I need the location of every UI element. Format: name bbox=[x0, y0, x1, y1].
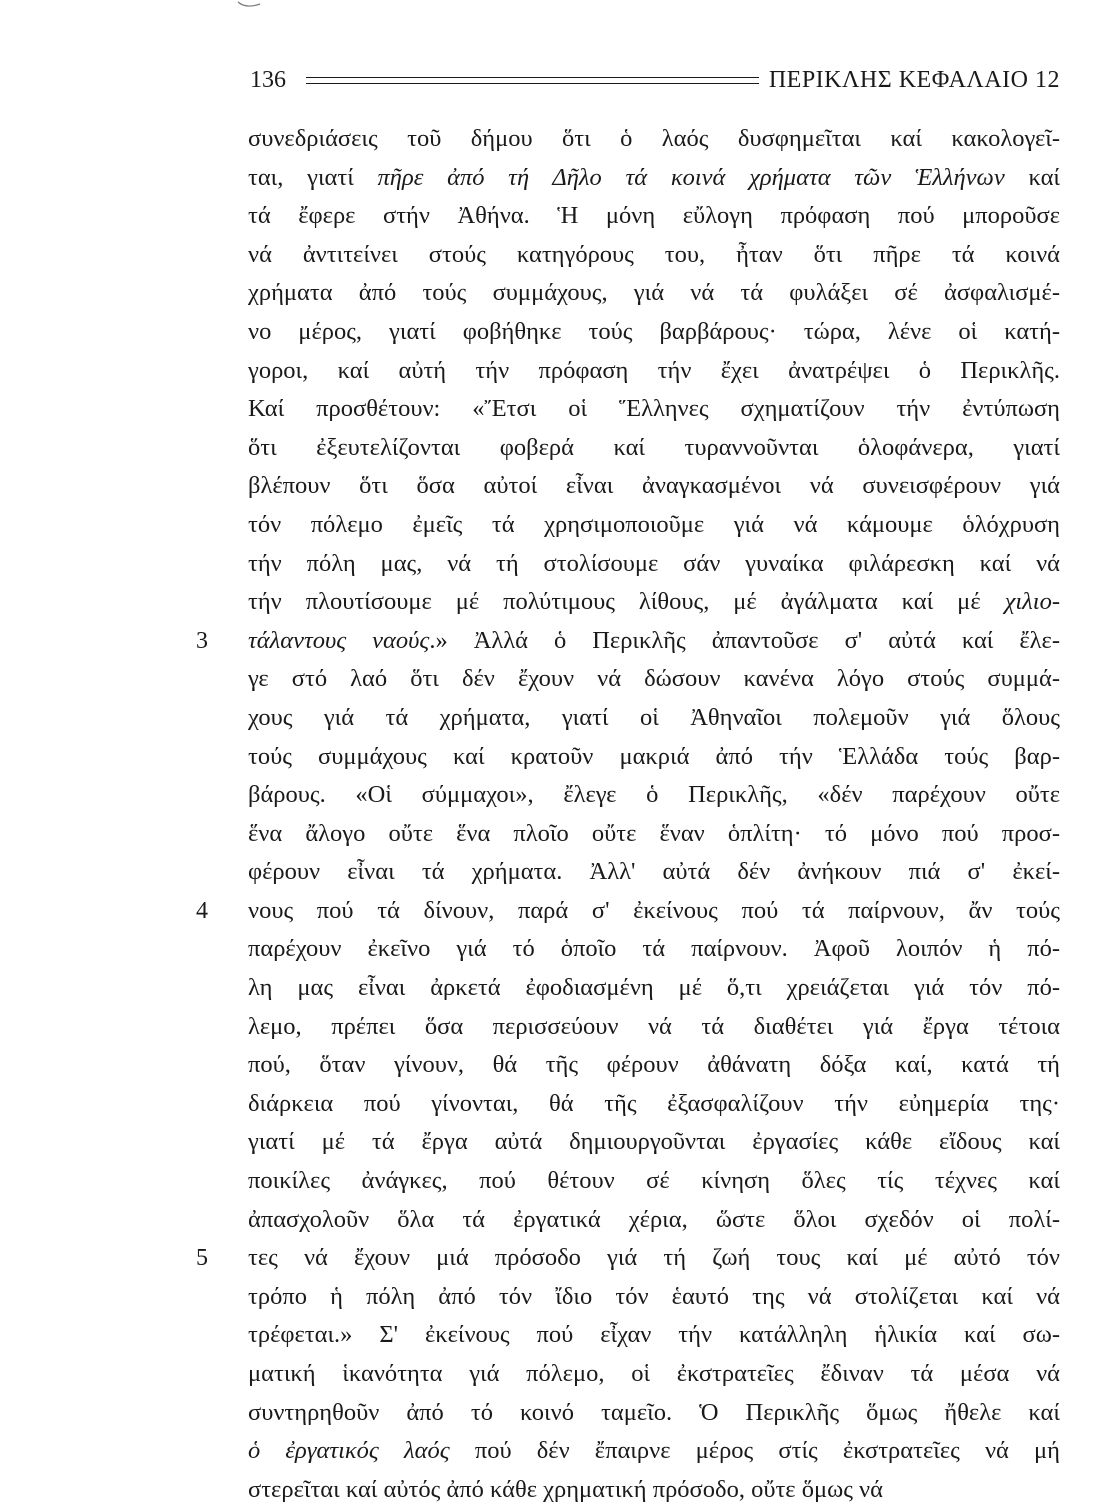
text-segment: πού, ὅταν γίνουν, θά τῆς φέρουν ἀθάνατη δόξα καί, κατά τή bbox=[248, 1051, 1060, 1079]
margin-section-number: 3 bbox=[196, 627, 208, 654]
text-line bbox=[248, 892, 1060, 931]
text-segment: ὅτι ἐξευτελίζονται φοβερά καί τυραννοῦνται ὁλοφάνερα, γιατί bbox=[248, 433, 1060, 461]
text-segment: τήν πλουτίσουμε μέ πολύτιμους λίθους, μέ ἀγάλματα καί μέ bbox=[248, 588, 1005, 616]
margin-section-number: 4 bbox=[196, 898, 208, 924]
text-segment: ται, γιατί bbox=[248, 163, 378, 191]
text-line bbox=[248, 545, 1060, 584]
text-segment: καί bbox=[1004, 163, 1061, 191]
text-line bbox=[248, 429, 1060, 468]
running-title: ΠΕΡΙΚΛΗΣ ΚΕΦΑΛΑΙΟ 12 bbox=[768, 66, 1060, 93]
italic-text: τάλαντους ναούς bbox=[248, 626, 430, 654]
text-segment: λη μας εἶναι ἀρκετά ἐφοδιασμένη μέ ὅ,τι χρειάζεται γιά τόν πό- bbox=[248, 974, 1060, 1002]
text-line bbox=[248, 815, 1060, 854]
text-segment: γε στό λαό ὅτι δέν ἔχουν νά δώσουν κανένα λόγο στούς συμμά- bbox=[248, 665, 1060, 693]
text-line bbox=[248, 1432, 1060, 1471]
text-segment: ματική ἱκανότητα γιά πόλεμο, οἱ ἐκστρατεῖες ἔδιναν τά μέσα νά bbox=[248, 1360, 1060, 1387]
text-line bbox=[248, 159, 1060, 198]
text-line bbox=[248, 1123, 1060, 1162]
text-line bbox=[248, 930, 1060, 969]
header-rule bbox=[306, 77, 759, 84]
text-segment: νά ἀντιτείνει στούς κατηγόρους του, ἦταν ὅτι πῆρε τά κοινά bbox=[248, 240, 1060, 268]
text-line bbox=[248, 1085, 1060, 1124]
text-segment: γιατί μέ τά ἔργα αὐτά δημιουργοῦνται ἐργασίες κάθε εἴδους καί bbox=[248, 1128, 1060, 1156]
text-line bbox=[248, 236, 1060, 275]
text-segment: συντηρηθοῦν ἀπό τό κοινό ταμεῖο. Ὁ Περικλῆς ὅμως ἤθελε καί bbox=[248, 1398, 1060, 1426]
text-segment: Καί προσθέτουν: «Ἔτσι οἱ Ἕλληνες σχηματίζουν τήν ἐντύπωση bbox=[248, 395, 1060, 423]
text-line bbox=[248, 390, 1060, 429]
text-segment: νους πού τά δίνουν, παρά σ' ἐκείνους πού τά παίρνουν, ἄν τούς bbox=[248, 896, 1060, 924]
text-line bbox=[248, 1278, 1060, 1317]
text-line bbox=[248, 120, 1060, 159]
text-segment: παρέχουν ἐκεῖνο γιά τό ὁποῖο τά παίρνουν. Ἀφοῦ λοιπόν ἡ πό- bbox=[248, 935, 1060, 963]
text-segment: τόν πόλεμο ἐμεῖς τά χρησιμοποιοῦμε γιά νά κάμουμε ὁλόχρυση bbox=[248, 510, 1060, 538]
text-segment: διάρκεια πού γίνονται, θά τῆς ἐξασφαλίζουν τήν εὐημερία της· bbox=[248, 1089, 1060, 1117]
scan-mark bbox=[236, 0, 262, 10]
body-text bbox=[248, 120, 1060, 1509]
text-segment: ἀπασχολοῦν ὅλα τά ἐργατικά χέρια, ὥστε ὅλοι σχεδόν οἱ πολί- bbox=[248, 1205, 1060, 1233]
text-line bbox=[248, 1008, 1060, 1047]
text-line bbox=[248, 583, 1060, 622]
text-segment: τες νά ἔχουν μιά πρόσοδο γιά τή ζωή τους καί μέ αὐτό τόν bbox=[248, 1244, 1060, 1272]
text-line bbox=[248, 853, 1060, 892]
text-line bbox=[248, 1201, 1060, 1240]
text-line bbox=[248, 738, 1060, 777]
text-line bbox=[248, 699, 1060, 738]
text-segment: τά ἔφερε στήν Ἀθήνα. Ἡ μόνη εὔλογη πρόφαση πού μποροῦσε bbox=[248, 202, 1060, 230]
text-line bbox=[248, 1355, 1060, 1394]
text-segment: .» Ἀλλά ὁ Περικλῆς ἀπαντοῦσε σ' αὐτά καί ἔλε- bbox=[429, 626, 1060, 654]
text-segment: τήν πόλη μας, νά τή στολίσουμε σάν γυναίκα φιλάρεσκη καί νά bbox=[248, 549, 1060, 577]
italic-text: πῆρε ἀπό τή Δῆλο τά κοινά χρήματα τῶν Ἑλλήνων bbox=[377, 163, 1005, 191]
text-line bbox=[248, 776, 1060, 815]
text-line bbox=[248, 1394, 1060, 1433]
text-line bbox=[248, 274, 1060, 313]
text-line bbox=[248, 969, 1060, 1008]
text-segment: τρόπο ἡ πόλη ἀπό τόν ἴδιο τόν ἑαυτό της νά στολίζεται καί νά bbox=[248, 1282, 1060, 1310]
page-number: 136 bbox=[250, 66, 286, 93]
text-line bbox=[248, 622, 1060, 661]
text-segment: τρέφεται.» Σ' ἐκείνους πού εἶχαν τήν κατάλληλη ἡλικία καί σω- bbox=[248, 1321, 1060, 1349]
italic-text: ὁ ἐργατικός λαός bbox=[248, 1437, 450, 1465]
text-line bbox=[248, 1471, 1060, 1509]
text-line bbox=[248, 352, 1060, 391]
text-segment: βάρους. «Οἱ σύμμαχοι», ἔλεγε ὁ Περικλῆς, «δέν παρέχουν οὔτε bbox=[248, 781, 1060, 809]
text-segment: βλέπουν ὅτι ὅσα αὐτοί εἶναι ἀναγκασμένοι νά συνεισφέρουν γιά bbox=[248, 472, 1060, 500]
text-line bbox=[248, 1316, 1060, 1355]
text-segment: χρήματα ἀπό τούς συμμάχους, γιά νά τά φυλάξει σέ ἀσφαλισμέ- bbox=[248, 279, 1060, 307]
text-segment: πού δέν ἔπαιρνε μέρος στίς ἐκστρατεῖες νά μή bbox=[449, 1437, 1060, 1465]
text-line bbox=[248, 197, 1060, 236]
text-segment: χους γιά τά χρήματα, γιατί οἱ Ἀθηναῖοι πολεμοῦν γιά ὅλους bbox=[248, 703, 1060, 731]
text-segment: τούς συμμάχους καί κρατοῦν μακριά ἀπό τήν Ἑλλάδα τούς βαρ- bbox=[248, 742, 1060, 770]
text-line bbox=[248, 1046, 1060, 1085]
text-segment: στερεῖται καί αὐτός ἀπό κάθε χρηματική πρόσοδο, οὔτε ὅμως νά bbox=[248, 1475, 883, 1503]
text-segment: φέρουν εἶναι τά χρήματα. Ἀλλ' αὐτά δέν ἀνήκουν πιά σ' ἐκεί- bbox=[248, 858, 1060, 886]
text-segment: γοροι, καί αὐτή τήν πρόφαση τήν ἔχει ἀνατρέψει ὁ Περικλῆς. bbox=[248, 356, 1060, 384]
text-segment: νο μέρος, γιατί φοβήθηκε τούς βαρβάρους· τώρα, λένε οἱ κατή- bbox=[248, 317, 1060, 345]
text-line bbox=[248, 1239, 1060, 1278]
text-segment: λεμο, πρέπει ὅσα περισσεύουν νά τά διαθέτει γιά ἔργα τέτοια bbox=[248, 1012, 1060, 1040]
text-segment: ἕνα ἄλογο οὔτε ἕνα πλοῖο οὔτε ἕναν ὁπλίτη· τό μόνο πού προσ- bbox=[248, 819, 1060, 847]
text-line bbox=[248, 660, 1060, 699]
text-line bbox=[248, 313, 1060, 352]
text-segment: συνεδριάσεις τοῦ δήμου ὅτι ὁ λαός δυσφημεῖται καί κακολογεῖ- bbox=[248, 125, 1060, 152]
page-header bbox=[250, 62, 1060, 98]
italic-text: χιλιο- bbox=[1004, 588, 1060, 616]
text-segment: ποικίλες ἀνάγκες, πού θέτουν σέ κίνηση ὅλες τίς τέχνες καί bbox=[248, 1167, 1060, 1195]
text-line bbox=[248, 506, 1060, 545]
text-line bbox=[248, 467, 1060, 506]
text-line bbox=[248, 1162, 1060, 1201]
margin-section-number: 5 bbox=[196, 1245, 208, 1272]
